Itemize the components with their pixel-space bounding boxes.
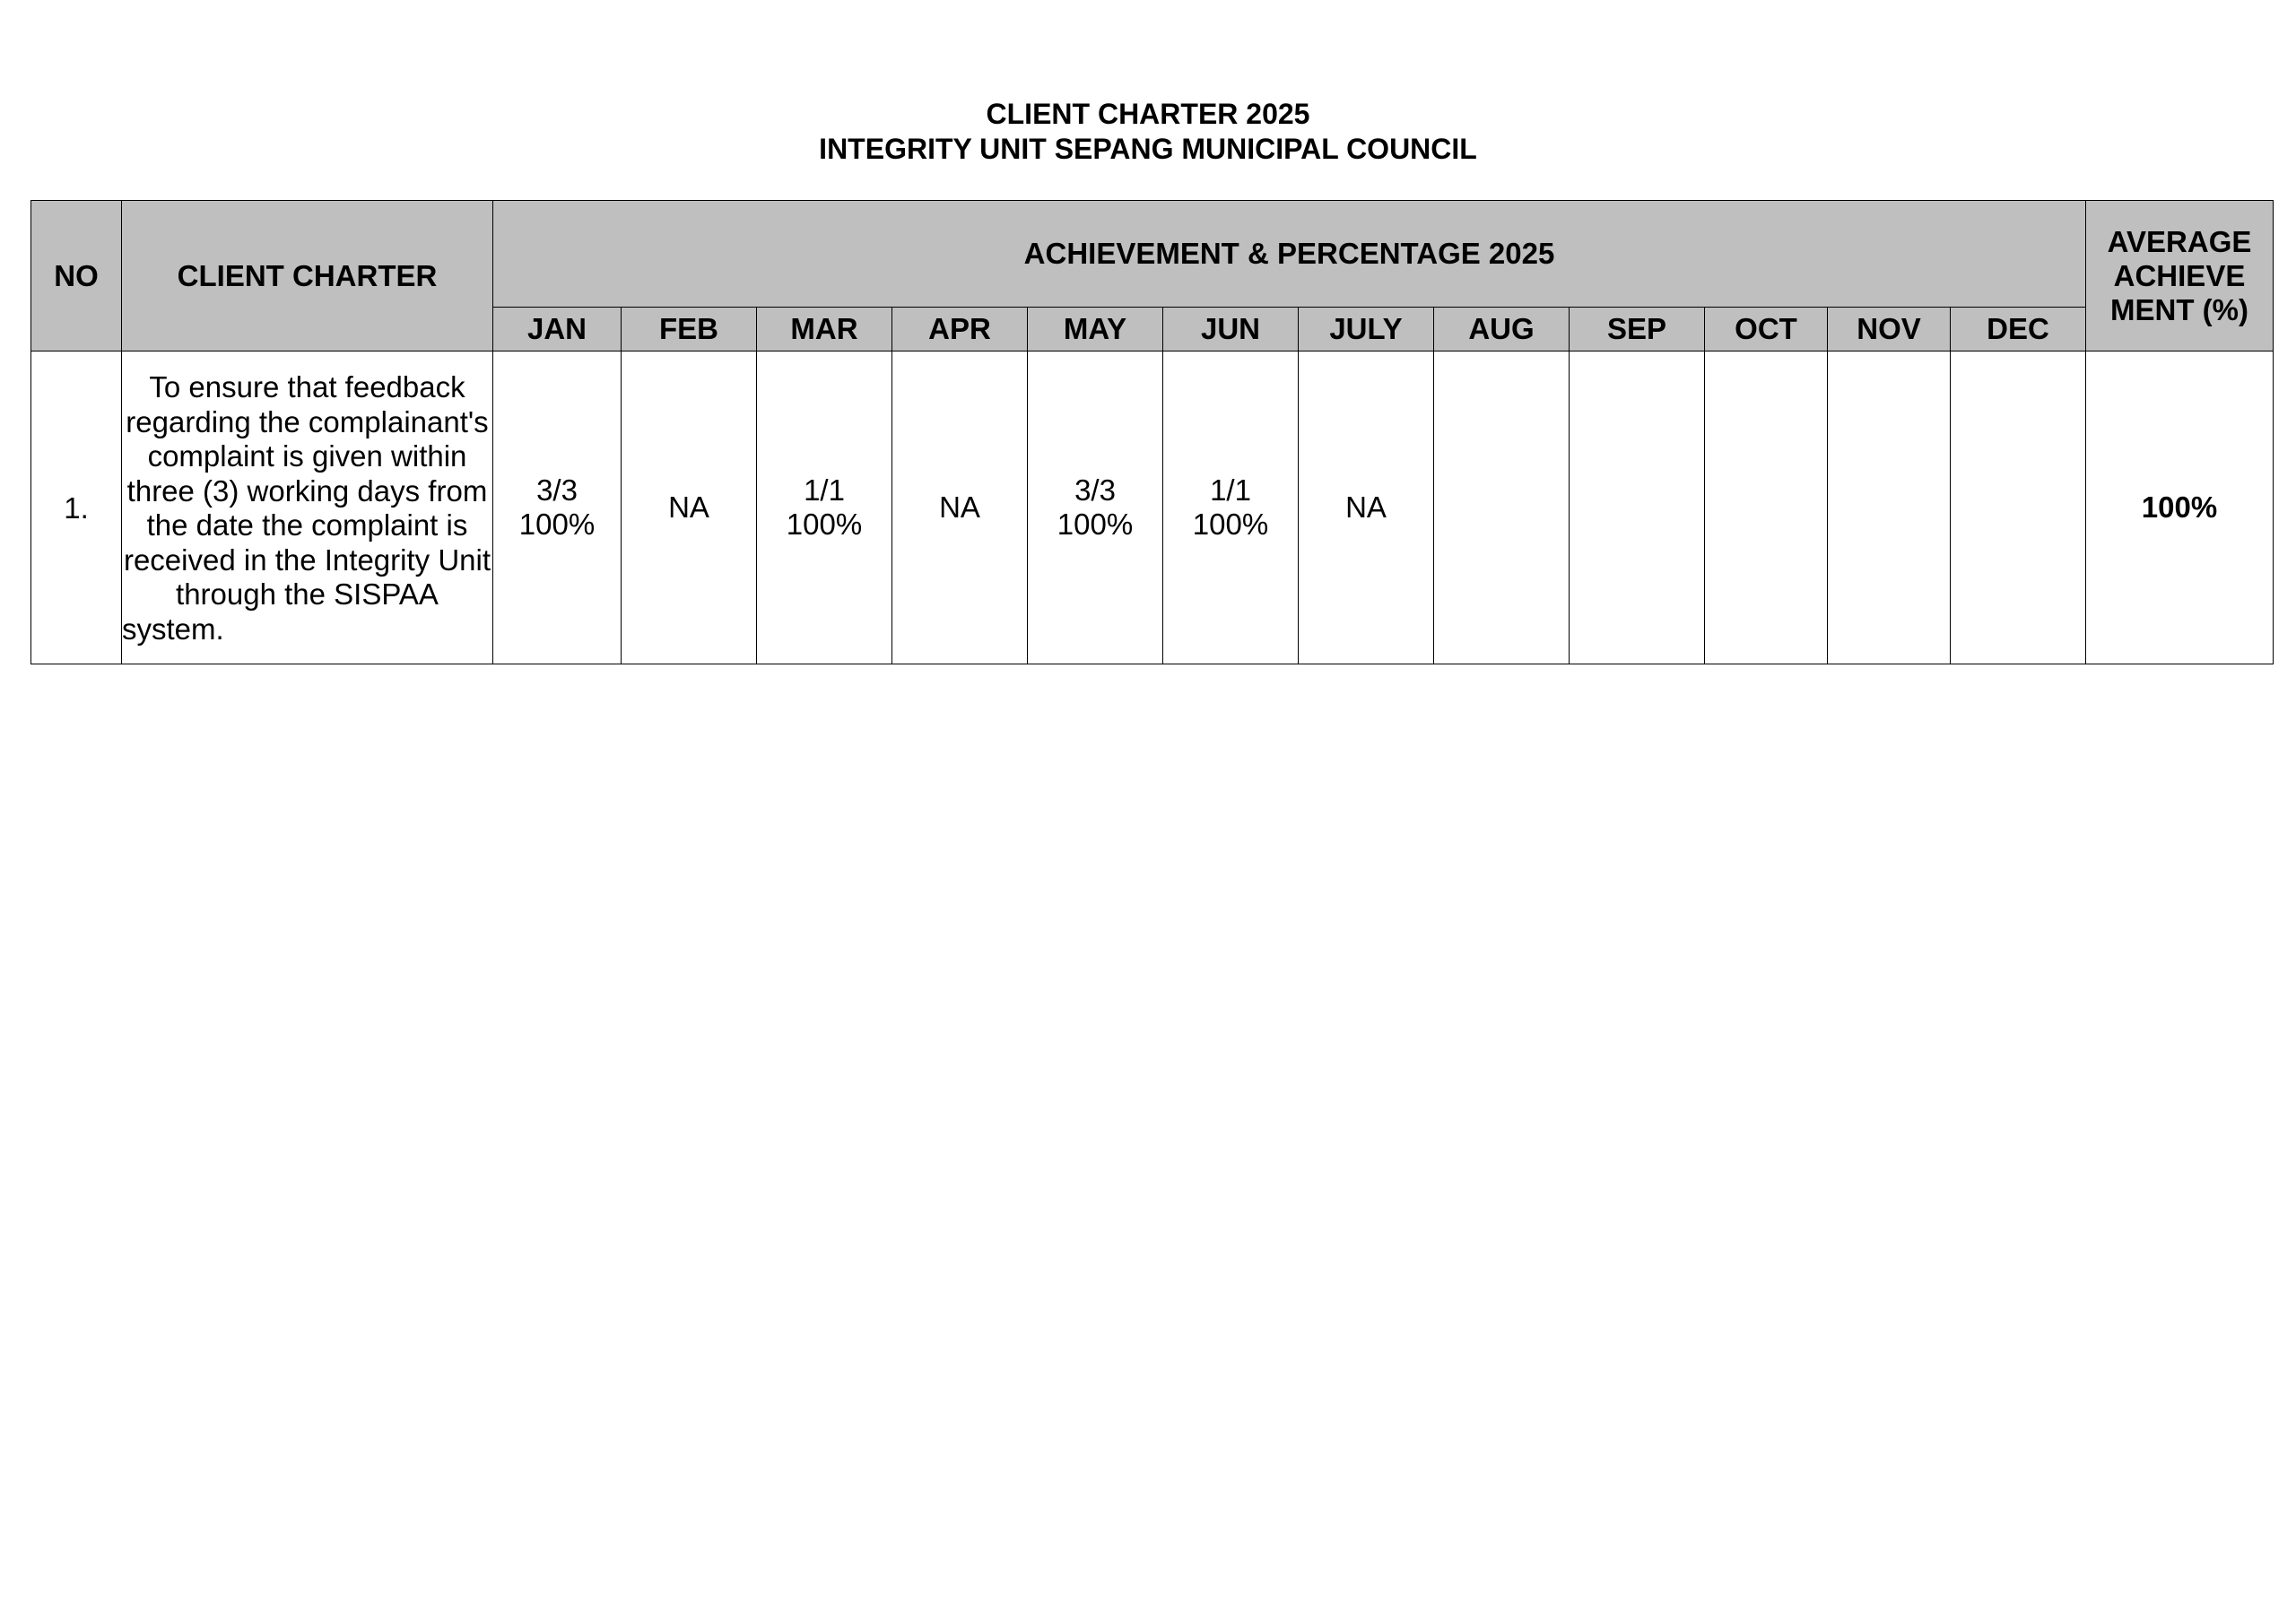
- month-percentage: 100%: [1057, 508, 1134, 541]
- month-header: JULY: [1299, 308, 1434, 352]
- month-value-cell: [1163, 352, 1299, 664]
- month-count: 1/1: [1210, 473, 1251, 507]
- row-number-cell: [31, 352, 122, 664]
- page-subtitle: INTEGRITY UNIT SEPANG MUNICIPAL COUNCIL: [819, 133, 1477, 165]
- month-header: DEC: [1951, 308, 2086, 352]
- page-header: [0, 97, 2296, 167]
- month-count: 3/3: [1074, 473, 1116, 507]
- month-header: JAN: [493, 308, 622, 352]
- header-client-charter: CLIENT CHARTER: [122, 201, 493, 352]
- header-row: [31, 201, 2274, 308]
- month-header: MAY: [1028, 308, 1163, 352]
- month-header: AUG: [1434, 308, 1570, 352]
- month-header: FEB: [622, 308, 757, 352]
- header-achievement: ACHIEVEMENT & PERCENTAGE 2025: [493, 201, 2086, 308]
- month-header: SEP: [1570, 308, 1705, 352]
- month-value-cell: [1434, 352, 1570, 664]
- month-value-cell: [1028, 352, 1163, 664]
- month-header: JUN: [1163, 308, 1299, 352]
- month-count: 1/1: [804, 473, 845, 507]
- month-header: OCT: [1705, 308, 1828, 352]
- month-percentage: 100%: [518, 508, 596, 541]
- month-percentage: 100%: [786, 508, 863, 541]
- month-count: 3/3: [536, 473, 578, 507]
- month-count: NA: [939, 490, 980, 524]
- month-value-cell: [1828, 352, 1951, 664]
- month-value-cell: [493, 352, 622, 664]
- average-achievement-cell: 100%: [2086, 352, 2274, 664]
- page-title: CLIENT CHARTER 2025: [986, 98, 1310, 130]
- header-no: NO: [31, 201, 122, 352]
- month-value-cell: [892, 352, 1028, 664]
- month-header: NOV: [1828, 308, 1951, 352]
- table-row: [31, 352, 2274, 664]
- header-average: AVERAGE ACHIEVE MENT (%): [2086, 201, 2274, 352]
- month-value-cell: [622, 352, 757, 664]
- month-count: NA: [1345, 490, 1387, 524]
- month-value-cell: [757, 352, 892, 664]
- row-number: 1.: [64, 490, 89, 525]
- month-header: APR: [892, 308, 1028, 352]
- charter-description-cell: [122, 352, 493, 664]
- client-charter-table: [30, 200, 2274, 664]
- month-value-cell: [1570, 352, 1705, 664]
- charter-description: To ensure that feedback regarding the complainant's complaint is given within three (3) working days from the date the complaint is received in the Integrity Unit through the SISPAA system.: [122, 370, 491, 646]
- month-value-cell: [1951, 352, 2086, 664]
- month-value-cell: [1299, 352, 1434, 664]
- month-percentage: 100%: [1192, 508, 1269, 541]
- month-count: NA: [668, 490, 709, 524]
- month-value-cell: [1705, 352, 1828, 664]
- month-header: MAR: [757, 308, 892, 352]
